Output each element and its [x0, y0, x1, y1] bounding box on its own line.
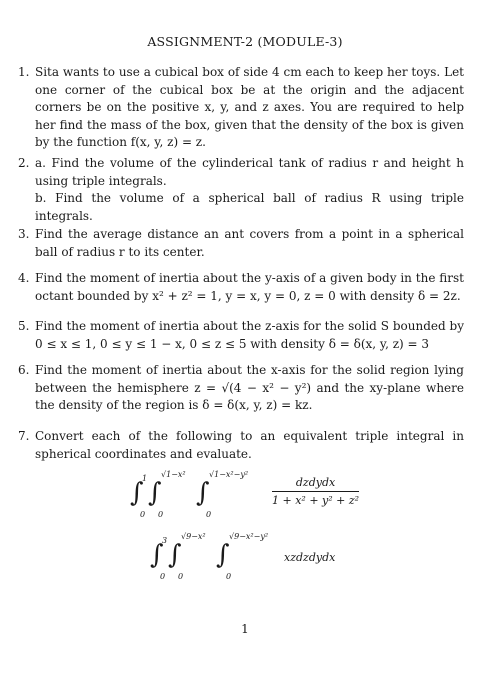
question-text: Find the average distance an ant covers from a point in a spherical ball of radius r to its center. — [35, 227, 464, 259]
page-number: 1 — [241, 622, 249, 636]
question-number: 4. — [18, 271, 30, 285]
integral-2 — [150, 532, 390, 592]
question-text: Convert each of the following to an equivalent triple integral in spherical coordinates and evaluate. — [35, 429, 464, 461]
question-number: 1. — [18, 65, 30, 79]
question-1 — [18, 64, 464, 152]
question-5 — [18, 318, 464, 353]
integral-sign: ∫ — [148, 478, 162, 508]
integral-sign: ∫ — [150, 540, 164, 570]
question-4 — [18, 270, 464, 305]
integral-limit: √9−x² — [181, 532, 206, 541]
integral-sign: ∫ — [168, 540, 182, 570]
integral-limit: 0 — [178, 572, 184, 581]
integral-sign: ∫ — [216, 540, 230, 570]
integral-limit: 0 — [158, 510, 164, 519]
question-text: Find the moment of inertia about the x-axis for the solid region lying between the hemisphere z = √(4 − x² − y²) and the xy-plane where the density of the region is δ = δ(x, y, z) = kz. — [35, 363, 464, 412]
question-text — [35, 155, 464, 225]
question-number: 3. — [18, 227, 30, 241]
question-6 — [18, 362, 464, 415]
integrand-denominator: 1 + x² + y² + z² — [272, 494, 360, 507]
question-number: 6. — [18, 363, 30, 377]
integral-limit: √1−x²−y² — [209, 470, 249, 479]
question-number: 7. — [18, 429, 30, 443]
integral-limit: 1 — [142, 474, 148, 483]
integral-limit: 0 — [160, 572, 166, 581]
integral-limit: 0 — [226, 572, 232, 581]
integral-limit: 0 — [140, 510, 146, 519]
question-text: Sita wants to use a cubical box of side 4 cm each to keep her toys. Let one corner of the cubical box be at the origin and the adjacent corners be on the positive x, y, and z axes. You are required to help her find the mass of the box, given that the density of the box is given by the function f(x, y, z) = z. — [35, 65, 464, 149]
question-2b: b. Find the volume of a spherical ball of radius R using triple integrals. — [35, 191, 464, 223]
question-text: Find the moment of inertia about the y-axis of a given body in the first octant bounded by x² + z² = 1, y = x, y = 0, z = 0 with density δ = 2z. — [35, 271, 464, 303]
question-2 — [18, 155, 464, 225]
question-7 — [18, 428, 464, 463]
integral-1 — [130, 470, 390, 530]
integrand: xzdzdydx — [284, 551, 336, 564]
question-2a: a. Find the volume of the cylinderical tank of radius r and height h using triple integrals. — [35, 156, 464, 188]
integrand-fraction — [272, 476, 359, 507]
integral-limit: 0 — [206, 510, 212, 519]
assignment-title: ASSIGNMENT-2 (MODULE-3) — [147, 34, 343, 49]
question-number: 5. — [18, 319, 30, 333]
integral-limit: 3 — [162, 536, 168, 545]
question-3 — [18, 226, 464, 261]
integrand-numerator: dzdydx — [272, 476, 359, 492]
integral-sign: ∫ — [196, 478, 210, 508]
question-text: Find the moment of inertia about the z-axis for the solid S bounded by 0 ≤ x ≤ 1, 0 ≤ y ≤ 1 − x, 0 ≤ z ≤ 5 with density δ = δ(x, y, z) = 3 — [35, 319, 464, 351]
integral-limit: √9−x²−y² — [229, 532, 269, 541]
integral-limit: √1−x² — [161, 470, 186, 479]
question-number: 2. — [18, 156, 30, 170]
integral-sign: ∫ — [130, 478, 144, 508]
